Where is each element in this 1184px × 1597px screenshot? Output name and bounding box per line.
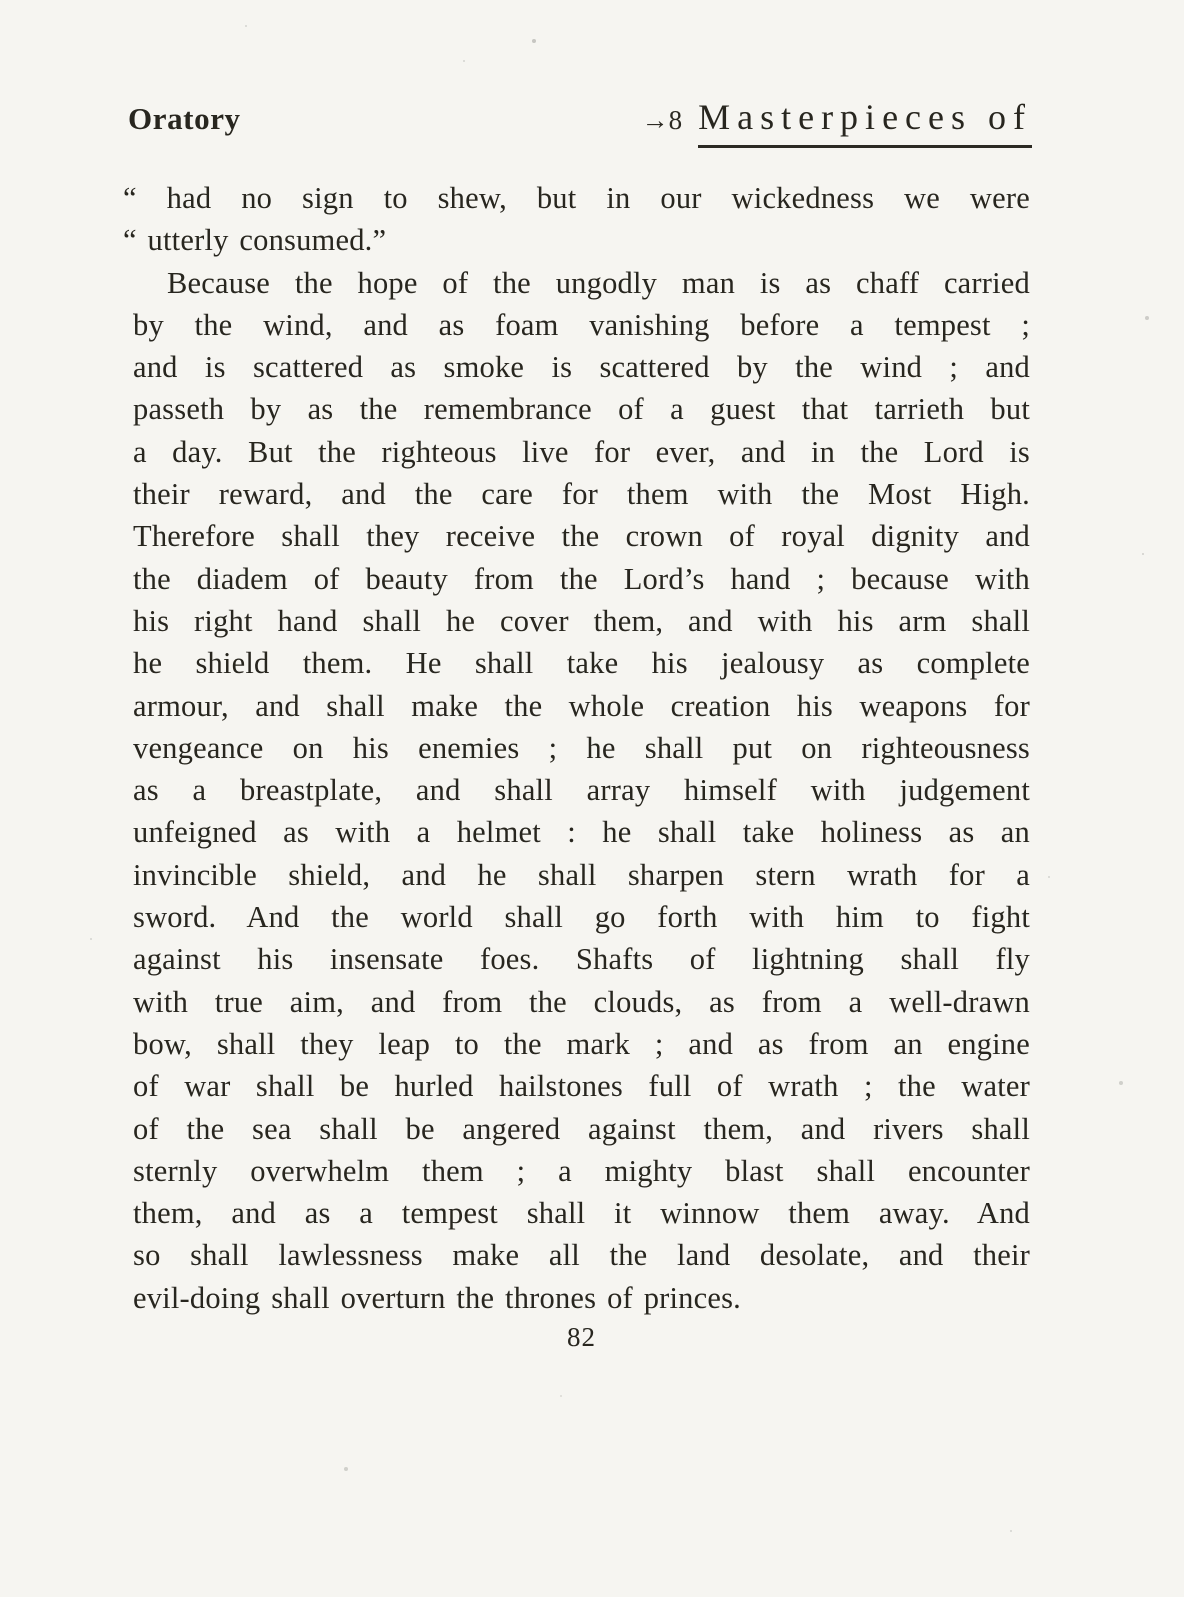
text-line: vengeance on his enemies ; he shall put on righteousness [133, 730, 1030, 765]
running-header [128, 96, 1032, 148]
text-line: “ utterly consumed.” [123, 223, 387, 258]
scan-speckles [0, 0, 2, 2]
text-line: a day. But the righteous live for ever, and in the Lord is [133, 434, 1030, 469]
text-line: “ had no sign to shew, but in our wickedness we were [123, 181, 1030, 215]
text-line: evil-doing shall overturn the thrones of princes. [133, 1280, 741, 1315]
text-line: as a breastplate, and shall array himself with judgement [133, 773, 1030, 808]
text-line: Therefore shall they receive the crown of royal dignity and [133, 519, 1030, 554]
text-line: by the wind, and as foam vanishing before a tempest ; [133, 307, 1030, 342]
text-line: invincible shield, and he shall sharpen stern wrath for a [133, 857, 1030, 892]
text-line: bow, shall they leap to the mark ; and as from an engine [133, 1026, 1030, 1061]
text-line: his right hand shall he cover them, and with his arm shall [133, 603, 1030, 638]
text-line: sword. And the world shall go forth with him to fight [133, 900, 1030, 935]
text-line: with true aim, and from the clouds, as from a well-drawn [133, 984, 1030, 1019]
text-line: their reward, and the care for them with the Most High. [133, 477, 1030, 512]
text-line: so shall lawlessness make all the land desolate, and their [133, 1238, 1030, 1273]
text-line: and is scattered as smoke is scattered by the wind ; and [133, 350, 1030, 385]
header-book-title [642, 96, 1032, 148]
text-line: of the sea shall be angered against them, and rivers shall [133, 1111, 1030, 1146]
text-line: Because the hope of the ungodly man is as chaff carried [167, 265, 1030, 300]
text-line: unfeigned as with a helmet : he shall take holiness as an [133, 815, 1030, 850]
text-line: armour, and shall make the whole creation his weapons for [133, 688, 1030, 723]
text-line: them, and as a tempest shall it winnow them away. And [133, 1196, 1030, 1231]
page-number: 82 [567, 1322, 596, 1352]
fleuron-ornament-icon: →8 [641, 105, 683, 135]
body-text [123, 177, 1030, 1319]
text-line: against his insensate foes. Shafts of lightning shall fly [133, 942, 1030, 977]
text-line: of war shall be hurled hailstones full of wrath ; the water [133, 1069, 1030, 1104]
text-line: passeth by as the remembrance of a guest that tarrieth but [133, 392, 1030, 427]
header-section-title: Oratory [128, 101, 241, 136]
text-line: the diadem of beauty from the Lord’s hand ; because with [133, 561, 1030, 596]
text-line: sternly overwhelm them ; a mighty blast shall encounter [133, 1153, 1030, 1188]
header-title-text: Masterpieces of [698, 96, 1032, 148]
text-line: he shield them. He shall take his jealousy as complete [133, 646, 1030, 681]
